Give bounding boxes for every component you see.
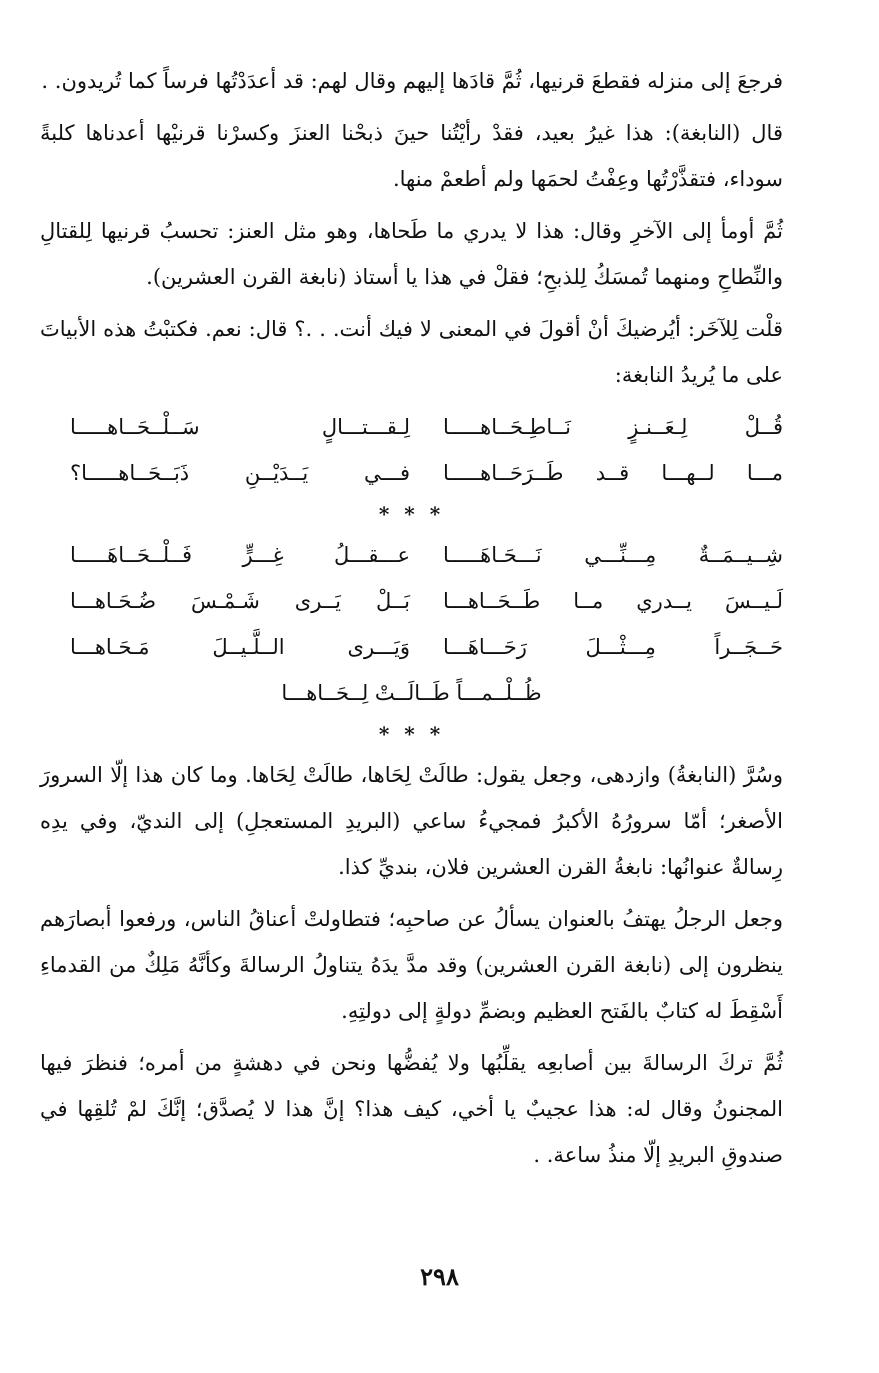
poem-verse [40, 578, 783, 624]
verse-first-hemistich: شِــيــمَــةٌ مِـــنِّـــي نَـــحَـاهَـــــا [443, 543, 783, 567]
poem [40, 404, 783, 752]
verse-second-hemistich: وَيَـــرى الــلَّـيــلَ مَـحَـاهـــا [70, 635, 410, 659]
stanza-separator-end: * * * [378, 722, 445, 746]
verse-first-hemistich: لَـيــسَ يــدري مــا طَــحَــاهـــا [443, 589, 783, 613]
poem-verse [40, 532, 783, 578]
verse-second-hemistich: لِـقـــتـــالٍ سَــلْــحَــاهـــــا [70, 415, 410, 439]
paragraph-3: ثُمَّ أومأ إلى الآخرِ وقال: هذا لا يدري ما طَحاها، وهو مثل العنز: تحسبُ قرنيها لِلقتالِ والنِّطاحِ ومنهما تُمسَكُ لِلذبحِ؛ فقلْ في هذا يا أستاذ (نابغة القرن العشرين). [40, 219, 783, 289]
paragraph-1: فرجعَ إلى منزله فقطعَ قرنيها، ثُمَّ قادَها إليهم وقال لهم: قد أعدَدْتُها فرساً كما تُريدون. . [41, 69, 783, 93]
paragraph-5: وسُرَّ (النابغةُ) وازدهى، وجعل يقول: طالَتْ لِحَاها، طالَتْ لِحَاها. وما كان هذا إلّا السرورَ الأصغر؛ أمّا سرورُهُ الأكبرُ فمجيءُ ساعي (البريدِ المستعجلِ) إلى النديّ، وفي يدِه رِسالةٌ عنوانُها: نابغةُ القرن العشرين فلان، بنديِّ كذا. [40, 763, 783, 879]
paragraph-7: ثُمَّ تركَ الرسالةَ بين أصابعِه يقلِّبُها ولا يُفضُّها ونحن في دهشةٍ من أمره؛ فنظرَ فيها المجنونُ وقال له: هذا عجيبٌ يا أخي، كيف هذا؟ إنَّ هذا لا يُصدَّق؛ إنَّكَ لمْ تُلقِها في صندوقِ البريدِ إلّا منذُ ساعة. . [40, 1051, 783, 1167]
verse-first-hemistich: مـــا لــهـــا قــد طَــرَحَــاهـــــا [443, 461, 783, 485]
page-body [40, 58, 783, 1184]
poem-verse [40, 450, 783, 496]
page-number: ٢٩٨ [420, 1262, 459, 1291]
verse-first-hemistich: قُــلْ لِـعَــنـزٍ نَــاطِـحَــاهـــــا [443, 415, 783, 439]
verse-second-hemistich: بَــلْ يَــرى شَـمْـسَ ضُـحَـاهـــا [70, 589, 410, 613]
poem-verse [40, 404, 783, 450]
stanza-separator: * * * [378, 502, 445, 526]
poem-closing-line: ظُــلْــمـــاً طَــالَــتْ لِــحَــاهـــا [281, 681, 542, 705]
verse-first-hemistich: حَــجَــراً مِـــثْـــلَ رَحَـــاهَـــا [443, 635, 783, 659]
paragraph-4: قلْت لِلآخَر: أيُرضيكَ أنْ أقولَ في المعنى لا فيك أنت. . .؟ قال: نعم. فكتبْتُ هذه الأبياتَ على ما يُريدُ النابغة: [40, 317, 783, 387]
poem-verse [40, 624, 783, 670]
verse-second-hemistich: عـــقـــلُ غِـــرٍّ فَــلْــحَــاهَـــــا [70, 543, 410, 567]
verse-second-hemistich: فـــي يَــدَيْــنِ ذَبَــحَــاهـــــا؟ [70, 461, 410, 485]
paragraph-2: قال (النابغة): هذا غيرُ بعيد، فقدْ رأيْتُنا حينَ ذبحْنا العنزَ وكسرْنا قرنيْها أعدناها كلبةً سوداء، فتقذَّرْتُها وعِفْتُ لحمَها ولم أطعمْ منها. [40, 121, 783, 191]
paragraph-6: وجعل الرجلُ يهتفُ بالعنوان يسألُ عن صاحبِه؛ فتطاولتْ أعناقُ الناس، ورفعوا أبصارَهم ينظرون إلى (نابغة القرن العشرين) وقد مدَّ يدَهُ يتناولُ الرسالةَ وكأنَّهُ مَلِكٌ من القدماءِ أَسْقِطَ له كتابٌ بالفَتح العظيم وبضمِّ دولةٍ إلى دولتِهِ. [40, 907, 783, 1023]
